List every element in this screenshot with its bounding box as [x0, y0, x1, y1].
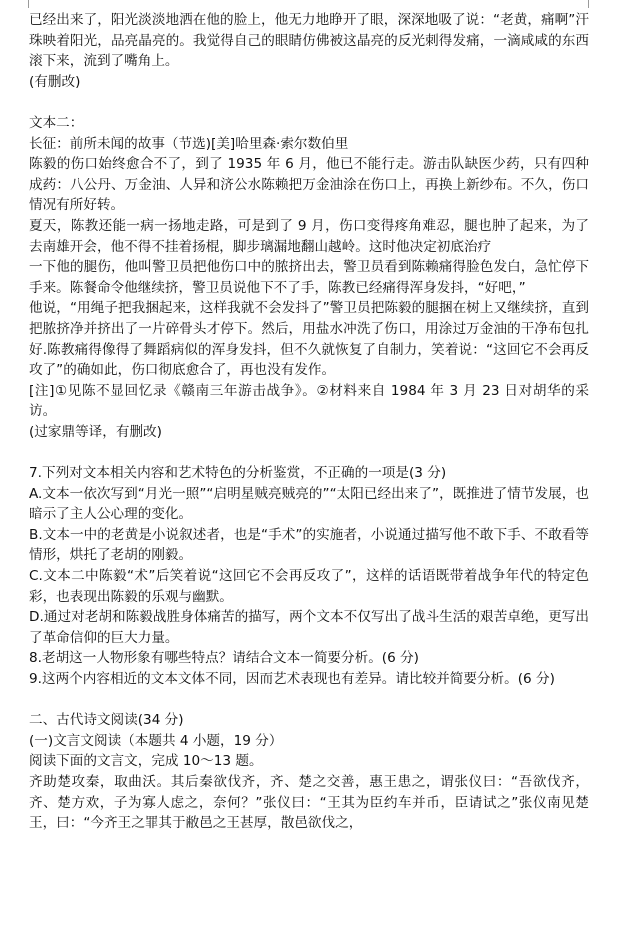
blank-line [29, 690, 589, 711]
document-page [29, 10, 589, 834]
section-2-heading: 二、古代诗文阅读(34 分) [29, 712, 184, 729]
question-7-option-d: D.通过对老胡和陈毅战胜身体痛苦的描写，两个文本不仅写出了战斗生活的艰苦卓绝，更写出了革命信仰的巨大力量。 [29, 609, 589, 646]
text2-source-note: (过家鼎等译，有删改) [29, 423, 162, 440]
question-8: 8.老胡这一人物形象有哪些特点？请结合文本一简要分析。(6 分) [29, 650, 419, 667]
instruction: 阅读下面的文言文，完成 10～13 题。 [29, 753, 263, 770]
question-9: 9.这两个内容相近的文本文体不同，因而艺术表现也有差异。请比较并简要分析。(6 分) [29, 671, 555, 687]
text2-paragraph-4: 他说，“用绳子把我捆起来，这样我就不会发抖了”警卫员把陈毅的腿捆在树上又继续挤，直到把脓挤净并挤出了一片碎骨头才停下。然后，用盐水冲洗了伤口，用涂过万金油的干净布包扎好.陈教痛得像得了舞蹈病似的浑身发抖，但不久就恢复了自制力，笑着说：“这回它不会再反攻了”的确如此，伤口彻底愈合了，再也没有发作。 [29, 300, 589, 379]
text2-paragraph-3: 一下他的腿伤，他叫警卫员把他伤口中的脓挤出去，警卫员看到陈赖痛得脸色发白，急忙停下手来。陈餐命令他继续挤，警卫员说他下不了手，陈教已经痛得浑身发抖，“好吧，” [29, 259, 589, 296]
subsection-heading: (一)文言文阅读（本题共 4 小题，19 分） [29, 732, 283, 749]
text1-ending-paragraph: 已经出来了，阳光淡淡地洒在他的脸上，他无力地睁开了眼，深深地吸了说：“老黄，痛啊”汗珠映着阳光，品亮晶亮的。我觉得自己的眼睛仿佛被这晶亮的反光刺得发痛，一滴咸咸的东西滚下来，流到了嘴角上。 [29, 12, 589, 70]
page-corner-mark-right [588, 0, 589, 8]
text2-paragraph-1: 陈毅的伤口始终愈合不了，到了 1935 年 6 月，他已不能行走。游击队缺医少药，只有四种成药：八公丹、万金油、人异和济公水陈赖把万金油涂在伤口上，再换上新纱布。不久，伤口情况有所好转。 [29, 156, 589, 214]
text2-footnote: [注]①见陈不显回忆录《赣南三年游击战争》。②材料来自 1984 年 3 月 23 日对胡华的采访。 [29, 382, 589, 420]
blank-line [29, 92, 589, 113]
text2-paragraph-2: 夏天，陈教还能一病一扬地走路，可是到了 9 月，伤口变得疼角难忍，腿也肿了起来，为了去南雄开会，他不得不挂着扬棍，脚步璃漏地翻山越岭。这时他决定初底治疗 [29, 217, 589, 255]
question-7-option-b: B.文本一中的老黄是小说叙述者，也是“手术”的实施者，小说通过描写他不敢下手、不敢看等情形，烘托了老胡的刚毅。 [29, 526, 589, 564]
classical-passage: 齐助楚攻秦，取曲沃。其后秦欲伐齐，齐、楚之交善，惠王患之，谓张仪曰：“吾欲伐齐，齐、楚方欢，子为寡人虑之，奈何？”张仪曰：“王其为臣约车并币，臣请试之”张仪南见楚王，曰：“今齐王之罪其于敝邑之王甚厚，散邑欲伐之， [29, 773, 589, 832]
question-7-option-c: C.文本二中陈毅“术”后笑着说“这回它不会再反攻了”，这样的话语既带着战争年代的特定色彩，也表现出陈毅的乐观与幽默。 [29, 568, 589, 605]
text1-source-note: (有删改) [29, 73, 81, 90]
page-corner-mark-left [28, 0, 29, 8]
blank-line [29, 442, 589, 463]
question-7: 7.下列对文本相关内容和艺术特色的分析鉴赏，不正确的一项是(3 分) [29, 465, 447, 482]
text2-heading: 文本二： [29, 114, 84, 131]
text2-title: 长征：前所未闻的故事（节选)[美]哈里森·索尔数伯里 [29, 135, 349, 152]
question-7-option-a: A.文本一依次写到“月光一照”“启明星贼亮贼亮的”“太阳已经出来了”，既推进了情节发展，也暗示了主人公心理的变化。 [29, 485, 589, 523]
